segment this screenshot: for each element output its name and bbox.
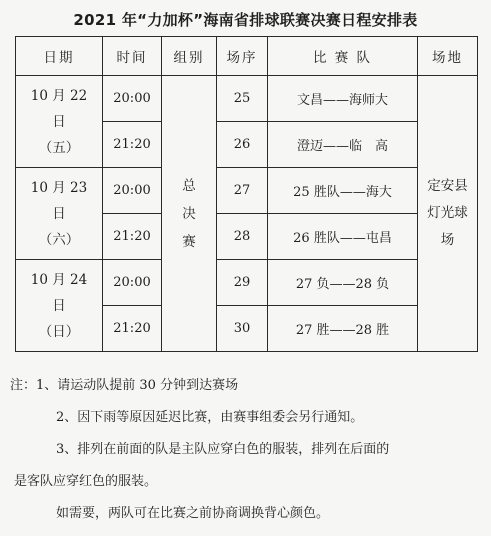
time-cell: 20:00 xyxy=(103,76,162,122)
time-cell: 21:20 xyxy=(103,122,162,168)
date-cell: 10 月 22 日 （五） xyxy=(16,76,103,168)
table-row xyxy=(16,168,478,214)
header-time: 时间 xyxy=(103,37,162,76)
header-venue: 场地 xyxy=(418,37,478,76)
table-row xyxy=(16,76,478,122)
teams-cell: 27 胜——28 胜 xyxy=(268,306,418,352)
seq-cell: 27 xyxy=(217,168,268,214)
group-cell: 总 决 赛 xyxy=(162,76,217,352)
time-cell: 20:00 xyxy=(103,260,162,306)
time-cell: 20:00 xyxy=(103,168,162,214)
seq-cell: 30 xyxy=(217,306,268,352)
note-line: 如需要，两队可在比赛之前协商调换背心颜色。 xyxy=(56,506,330,521)
note-line: 注：1、请运动队提前 30 分钟到达赛场 xyxy=(10,378,239,393)
teams-cell: 26 胜队——屯昌 xyxy=(268,214,418,260)
date-cell: 10 月 24 日 （日） xyxy=(16,260,103,352)
header-group: 组别 xyxy=(162,37,217,76)
note-line: 是客队应穿红色的服装。 xyxy=(14,474,158,489)
header-teams: 比 赛 队 xyxy=(268,37,418,76)
table-row xyxy=(16,260,478,306)
date-cell: 10 月 23 日 （六） xyxy=(16,168,103,260)
header-date: 日期 xyxy=(16,37,103,76)
notes-section xyxy=(10,370,485,530)
time-cell: 21:20 xyxy=(103,306,162,352)
header-row xyxy=(16,37,478,76)
teams-cell: 25 胜队——海大 xyxy=(268,168,418,214)
header-seq: 场序 xyxy=(217,37,268,76)
note-line: 2、因下雨等原因延迟比赛，由赛事组委会另行通知。 xyxy=(56,410,364,425)
teams-cell: 27 负——28 负 xyxy=(268,260,418,306)
time-cell: 21:20 xyxy=(103,214,162,260)
seq-cell: 29 xyxy=(217,260,268,306)
teams-cell: 澄迈——临 高 xyxy=(268,122,418,168)
schedule-table xyxy=(15,36,478,352)
seq-cell: 28 xyxy=(217,214,268,260)
note-line: 3、排列在前面的队是主队应穿白色的服装，排列在后面的 xyxy=(56,442,390,457)
seq-cell: 25 xyxy=(217,76,268,122)
page-title: 2021 年“力加杯”海南省排球联赛决赛日程安排表 xyxy=(73,11,418,29)
venue-cell: 定安县 灯光球 场 xyxy=(418,76,478,352)
seq-cell: 26 xyxy=(217,122,268,168)
teams-cell: 文昌——海师大 xyxy=(268,76,418,122)
